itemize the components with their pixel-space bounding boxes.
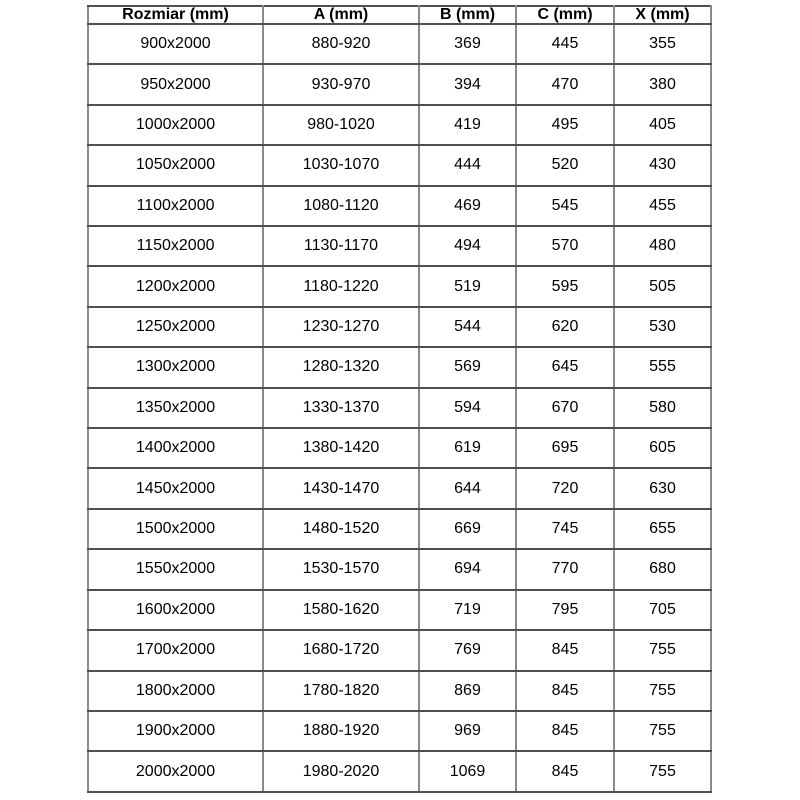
table-cell: 544	[419, 307, 516, 347]
table-cell: 1030-1070	[263, 145, 419, 185]
table-cell: 1280-1320	[263, 347, 419, 387]
table-cell: 1430-1470	[263, 468, 419, 508]
table-row	[88, 145, 711, 185]
table-row	[88, 186, 711, 226]
column-header-a: A (mm)	[263, 6, 419, 24]
table-cell: 1450x2000	[88, 468, 263, 508]
table-cell: 694	[419, 549, 516, 589]
table-cell: 545	[516, 186, 614, 226]
table-row	[88, 509, 711, 549]
table-cell: 505	[614, 266, 711, 306]
table-cell: 430	[614, 145, 711, 185]
table-cell: 720	[516, 468, 614, 508]
table-cell: 1180-1220	[263, 266, 419, 306]
table-cell: 645	[516, 347, 614, 387]
table-row	[88, 428, 711, 468]
table-cell: 1480-1520	[263, 509, 419, 549]
table-cell: 1780-1820	[263, 671, 419, 711]
table-cell: 530	[614, 307, 711, 347]
table-cell: 1550x2000	[88, 549, 263, 589]
table-cell: 555	[614, 347, 711, 387]
table-cell: 355	[614, 24, 711, 64]
table-cell: 470	[516, 64, 614, 104]
table-cell: 1130-1170	[263, 226, 419, 266]
table-cell: 369	[419, 24, 516, 64]
table-cell: 1330-1370	[263, 388, 419, 428]
table-cell: 1150x2000	[88, 226, 263, 266]
table-cell: 1380-1420	[263, 428, 419, 468]
table-cell: 1600x2000	[88, 590, 263, 630]
table-cell: 1900x2000	[88, 711, 263, 751]
table-cell: 1250x2000	[88, 307, 263, 347]
table-cell: 719	[419, 590, 516, 630]
table-cell: 1069	[419, 751, 516, 792]
header-row	[88, 6, 711, 24]
table-cell: 670	[516, 388, 614, 428]
table-row	[88, 105, 711, 145]
table-row	[88, 751, 711, 792]
table-cell: 644	[419, 468, 516, 508]
table-cell: 495	[516, 105, 614, 145]
table-cell: 845	[516, 711, 614, 751]
table-row	[88, 64, 711, 104]
table-cell: 769	[419, 630, 516, 670]
table-cell: 1000x2000	[88, 105, 263, 145]
table-cell: 755	[614, 751, 711, 792]
table-cell: 630	[614, 468, 711, 508]
table-cell: 755	[614, 630, 711, 670]
column-header-x: X (mm)	[614, 6, 711, 24]
table-cell: 770	[516, 549, 614, 589]
table-cell: 594	[419, 388, 516, 428]
table-cell: 1350x2000	[88, 388, 263, 428]
table-row	[88, 630, 711, 670]
table-cell: 869	[419, 671, 516, 711]
table-cell: 969	[419, 711, 516, 751]
column-header-c: C (mm)	[516, 6, 614, 24]
table-cell: 1500x2000	[88, 509, 263, 549]
table-cell: 1580-1620	[263, 590, 419, 630]
table-cell: 655	[614, 509, 711, 549]
table-cell: 620	[516, 307, 614, 347]
table-row	[88, 549, 711, 589]
table-cell: 755	[614, 711, 711, 751]
table-cell: 394	[419, 64, 516, 104]
table-cell: 845	[516, 630, 614, 670]
table-cell: 580	[614, 388, 711, 428]
table-cell: 619	[419, 428, 516, 468]
column-header-rozmiar: Rozmiar (mm)	[88, 6, 263, 24]
table-cell: 1530-1570	[263, 549, 419, 589]
table-cell: 1800x2000	[88, 671, 263, 711]
table-cell: 680	[614, 549, 711, 589]
size-table	[87, 5, 712, 793]
table-cell: 1400x2000	[88, 428, 263, 468]
table-row	[88, 468, 711, 508]
table-cell: 570	[516, 226, 614, 266]
table-row	[88, 590, 711, 630]
table-cell: 930-970	[263, 64, 419, 104]
table-cell: 755	[614, 671, 711, 711]
table-cell: 745	[516, 509, 614, 549]
table-cell: 1230-1270	[263, 307, 419, 347]
table-cell: 845	[516, 671, 614, 711]
table-cell: 444	[419, 145, 516, 185]
table-cell: 480	[614, 226, 711, 266]
table-cell: 669	[419, 509, 516, 549]
table-cell: 605	[614, 428, 711, 468]
table-cell: 1700x2000	[88, 630, 263, 670]
table-row	[88, 266, 711, 306]
table-row	[88, 711, 711, 751]
table-cell: 695	[516, 428, 614, 468]
table-cell: 520	[516, 145, 614, 185]
table-cell: 1880-1920	[263, 711, 419, 751]
table-cell: 705	[614, 590, 711, 630]
table-cell: 1100x2000	[88, 186, 263, 226]
table-cell: 845	[516, 751, 614, 792]
table-cell: 519	[419, 266, 516, 306]
table-cell: 455	[614, 186, 711, 226]
table-cell: 1980-2020	[263, 751, 419, 792]
table-cell: 1300x2000	[88, 347, 263, 387]
table-row	[88, 24, 711, 64]
column-header-b: B (mm)	[419, 6, 516, 24]
table-cell: 980-1020	[263, 105, 419, 145]
table-row	[88, 347, 711, 387]
table-row	[88, 307, 711, 347]
table-cell: 900x2000	[88, 24, 263, 64]
table-body	[88, 24, 711, 792]
table-cell: 494	[419, 226, 516, 266]
table-row	[88, 388, 711, 428]
table-cell: 1680-1720	[263, 630, 419, 670]
table-row	[88, 226, 711, 266]
table-cell: 1200x2000	[88, 266, 263, 306]
table-cell: 419	[419, 105, 516, 145]
table-row	[88, 671, 711, 711]
table-cell: 405	[614, 105, 711, 145]
table-cell: 445	[516, 24, 614, 64]
table-cell: 795	[516, 590, 614, 630]
table-cell: 469	[419, 186, 516, 226]
table-cell: 380	[614, 64, 711, 104]
table-cell: 595	[516, 266, 614, 306]
table-cell: 1080-1120	[263, 186, 419, 226]
table-cell: 1050x2000	[88, 145, 263, 185]
table-cell: 569	[419, 347, 516, 387]
size-table-container	[87, 5, 712, 793]
table-cell: 880-920	[263, 24, 419, 64]
table-cell: 950x2000	[88, 64, 263, 104]
table-cell: 2000x2000	[88, 751, 263, 792]
